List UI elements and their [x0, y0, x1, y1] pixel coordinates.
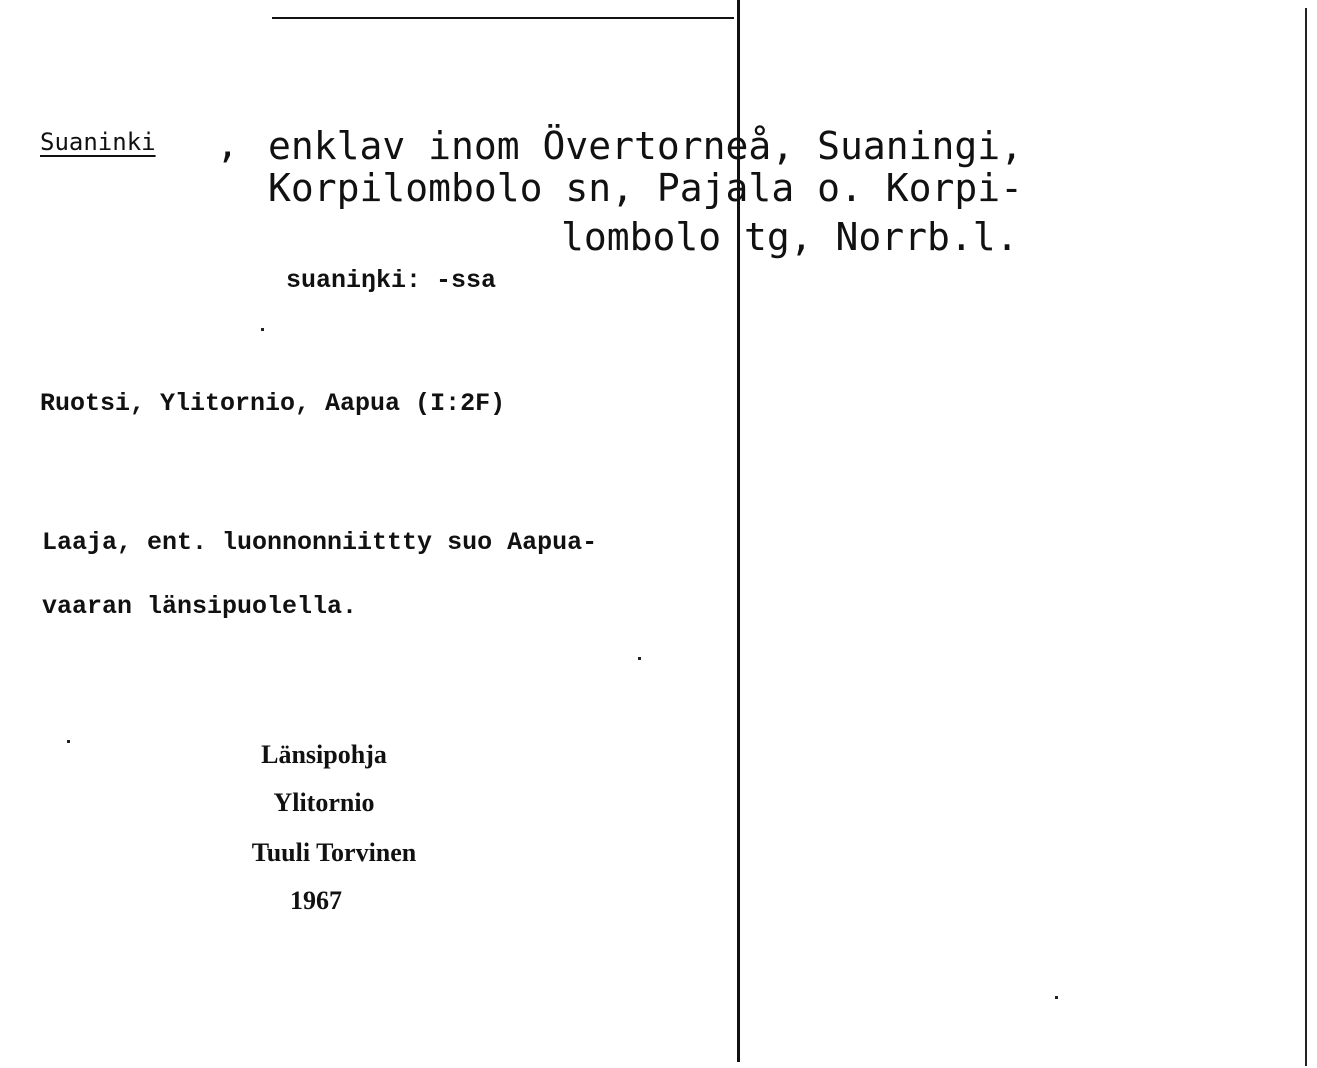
- location-line: Ruotsi, Ylitornio, Aapua (I:2F): [40, 389, 506, 418]
- source-parish: Ylitornio: [273, 788, 375, 817]
- source-year: 1967: [290, 886, 342, 915]
- finnish-description-line-2: vaaran länsipuolella.: [42, 592, 358, 621]
- swedish-description-line-1: enklav inom Övertorneå, Suaningi,: [268, 124, 1023, 168]
- swedish-description-line-3: lombolo tg, Norrb.l.: [561, 215, 1019, 259]
- right-edge-line: [1305, 8, 1307, 1066]
- ink-speck: [67, 740, 70, 743]
- source-region: Länsipohja: [261, 740, 387, 769]
- top-rule-line: [272, 17, 734, 19]
- headword-comma: ,: [216, 122, 239, 166]
- source-collector: Tuuli Torvinen: [251, 838, 417, 867]
- headword: Suaninki: [40, 128, 156, 156]
- finnish-description-line-1: Laaja, ent. luonnonniittty suo Aapua-: [42, 528, 598, 557]
- pronunciation: suaniŋki: -ssa: [286, 266, 497, 295]
- ink-speck: [638, 657, 641, 660]
- ink-speck: [1055, 996, 1058, 999]
- swedish-description-line-2: Korpilombolo sn, Pajala o. Korpi-: [268, 166, 1023, 210]
- ink-speck: [261, 328, 264, 331]
